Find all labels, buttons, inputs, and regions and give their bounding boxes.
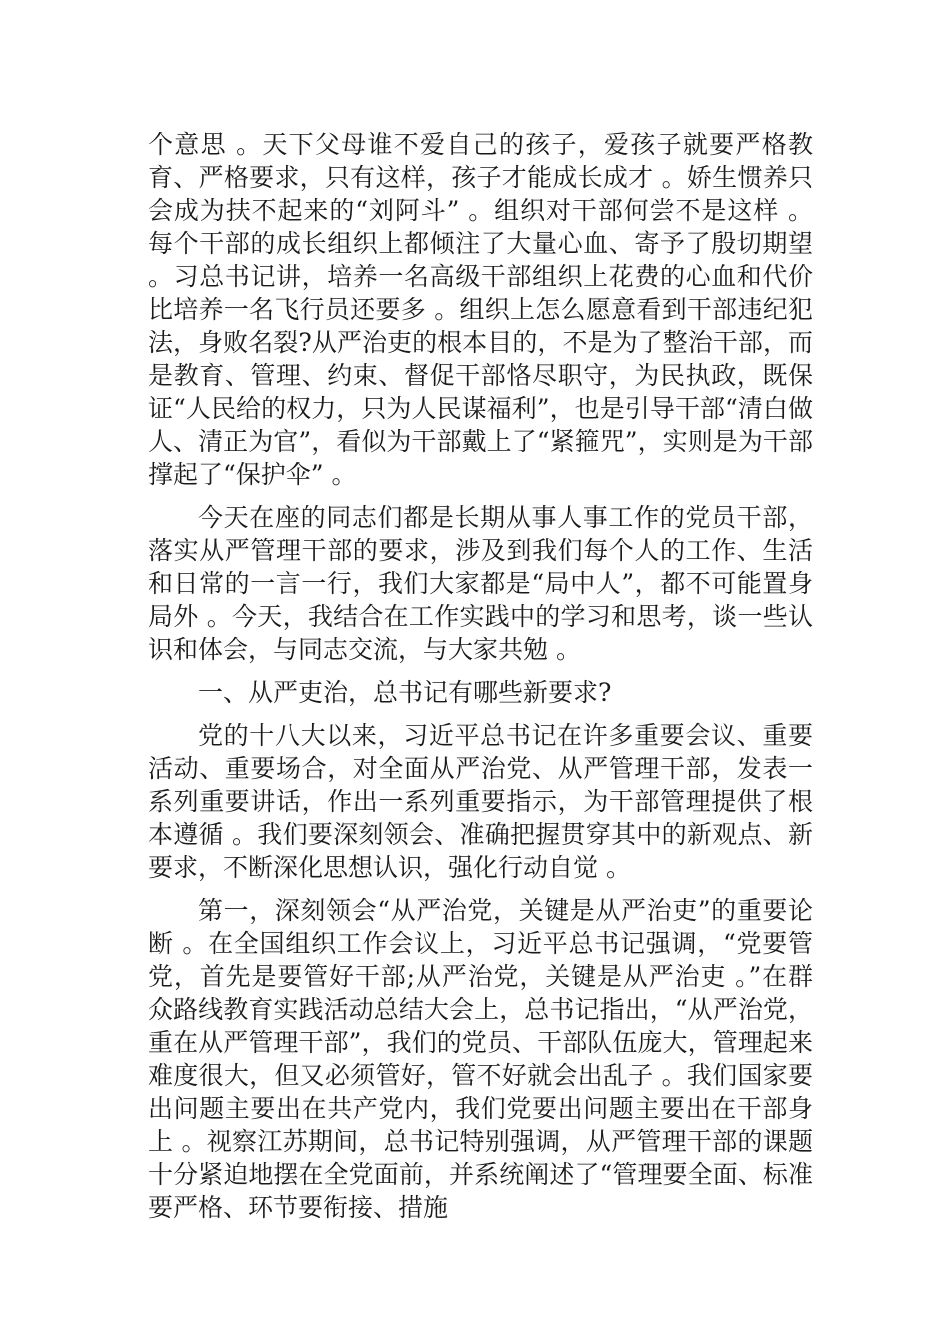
paragraph: 今天在座的同志们都是长期从事人事工作的党员干部，落实从严管理干部的要求，涉及到我们每个人的工作、生活和日常的一言一行，我们大家都是“局中人”，都不可能置身局外 。今天，我结合在工作实践中的学习和思考，谈一些认识和体会，与同志交流，与大家共勉 。	[148, 503, 813, 664]
paragraph-continued: 个意思 。天下父母谁不爱自己的孩子，爱孩子就要严格教育、严格要求，只有这样，孩子才能成长成才 。娇生惯养只会成为扶不起来的“刘阿斗” 。组织对干部何尝不是这样 。每个干部的成长组织上都倾注了大量心血、寄予了殷切期望 。习总书记讲，培养一名高级干部组织上花费的心血和代价比培养一名飞行员还要多 。组织上怎么愿意看到干部违纪犯法，身败名裂?从严治吏的根本目的，不是为了整治干部，而是教育、管理、约束、督促干部恪尽职守，为民执政，既保证“人民给的权力，只为人民谋福利”，也是引导干部“清白做人、清正为官”，看似为干部戴上了“紧箍咒”，实则是为干部撑起了“保护伞” 。	[148, 130, 813, 489]
paragraph: 党的十八大以来，习近平总书记在许多重要会议、重要活动、重要场合，对全面从严治党、从严管理干部，发表一系列重要讲话，作出一系列重要指示，为干部管理提供了根本遵循 。我们要深刻领会、准确把握贯穿其中的新观点、新要求，不断深化思想认识，强化行动自觉 。	[148, 721, 813, 882]
body-text	[148, 128, 813, 1224]
paragraph: 第一，深刻领会“从严治党，关键是从严治吏”的重要论断 。在全国组织工作会议上，习近平总书记强调，“党要管党，首先是要管好干部;从严治党，关键是从严治吏 。”在群众路线教育实践活动总结大会上，总书记指出，“从严治党，重在从严管理干部”，我们的党员、干部队伍庞大，管理起来难度很大，但又必须管好，管不好就会出乱子 。我们国家要出问题主要出在共产党内，我们党要出问题主要出在干部身上 。视察江苏期间，总书记特别强调，从严管理干部的课题十分紧迫地摆在全党面前，并系统阐述了“管理要全面、标准要严格、环节要衔接、措施	[148, 896, 813, 1222]
section-heading: 一、从严吏治，总书记有哪些新要求?	[198, 678, 612, 707]
